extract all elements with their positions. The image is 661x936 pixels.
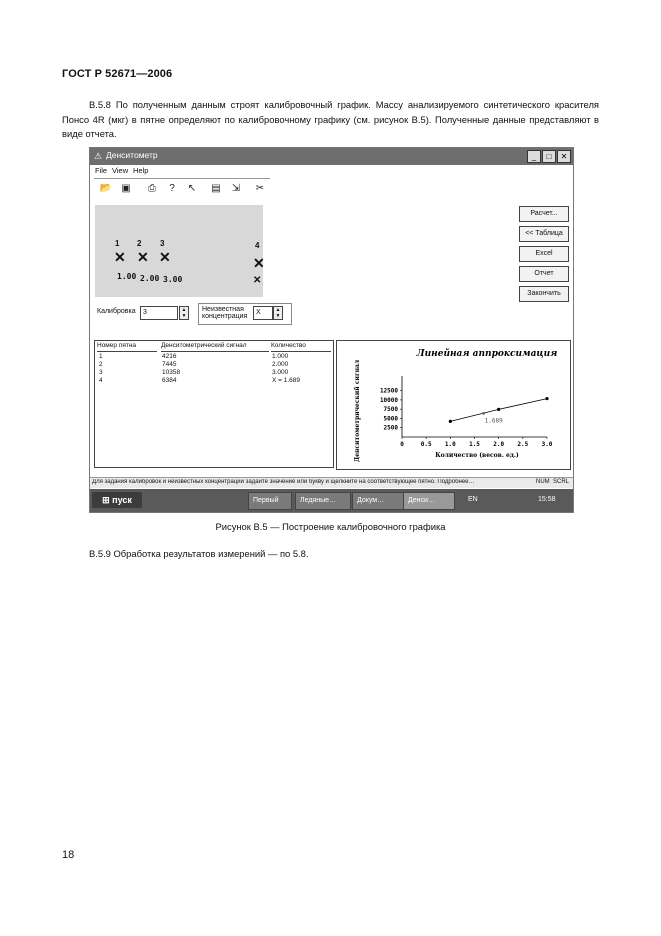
- close-window-button[interactable]: ✕: [557, 150, 571, 163]
- minimize-button[interactable]: _: [527, 150, 541, 163]
- windows-logo-icon: ⊞: [102, 495, 113, 505]
- spot-concentration: 3.00: [163, 275, 183, 284]
- scan-icon[interactable]: ▤: [211, 183, 221, 194]
- spot-marker[interactable]: ✕: [159, 249, 171, 265]
- table-cell: 3.000: [272, 369, 289, 376]
- chart-title: Линейная аппроксимация: [416, 349, 558, 359]
- page-number: 18: [62, 849, 75, 861]
- calibration-chart-svg: [337, 341, 570, 469]
- x-axis-label: Количество (весов. ед.): [435, 452, 519, 459]
- unknown-concentration-label: Неизвестная концентрация: [202, 306, 248, 320]
- taskbar-item[interactable]: Докум…: [352, 492, 404, 510]
- tlc-plate-image: [95, 205, 263, 297]
- spot-number: 3: [160, 239, 165, 248]
- column-header[interactable]: Номер пятна: [97, 342, 157, 352]
- language-indicator[interactable]: EN: [468, 496, 478, 503]
- menu-view[interactable]: View: [112, 166, 129, 175]
- calibration-spinner[interactable]: ▲ ▼: [179, 306, 189, 320]
- export-icon[interactable]: ⇲: [231, 183, 241, 194]
- toolbar: [94, 178, 270, 201]
- spot-marker[interactable]: ✕: [114, 249, 126, 265]
- table-cell: 4: [99, 377, 103, 384]
- unknown-point: [482, 412, 485, 415]
- menu-help[interactable]: Help: [133, 166, 149, 175]
- unknown-concentration-input[interactable]: X: [253, 306, 273, 320]
- menu-file[interactable]: File: [95, 166, 108, 175]
- spot-marker[interactable]: ✕: [253, 255, 265, 271]
- status-scrl: SCRL: [553, 479, 570, 485]
- column-header[interactable]: Количество: [271, 342, 331, 352]
- table-cell: X = 1.689: [272, 377, 301, 384]
- calculate-button[interactable]: Расчет...: [519, 206, 569, 222]
- maximize-button[interactable]: □: [542, 150, 556, 163]
- open-icon[interactable]: 📂: [99, 183, 113, 194]
- calibration-chart: [336, 340, 571, 470]
- column-header[interactable]: Денситометрический сигнал: [161, 342, 269, 352]
- unknown-concentration-spinner[interactable]: ▲ ▼: [273, 306, 283, 320]
- window-title: Денситометр: [106, 150, 158, 160]
- save-icon[interactable]: ▣: [121, 183, 131, 194]
- table-cell: 3: [99, 369, 103, 376]
- table-cell: 2: [99, 361, 103, 368]
- x-tick-label: 1.0: [444, 441, 456, 448]
- spot-marker[interactable]: ✕: [137, 249, 149, 265]
- spot-concentration: 1.00: [117, 272, 137, 281]
- app-icon: ⚠: [94, 151, 103, 161]
- taskbar-item[interactable]: Первый: [248, 492, 292, 510]
- taskbar-item[interactable]: Денси…: [403, 492, 455, 510]
- taskbar: [90, 489, 573, 512]
- x-tick-label: 0: [400, 441, 404, 448]
- calibration-input[interactable]: 3: [140, 306, 178, 320]
- table-cell: 10358: [162, 369, 181, 376]
- taskbar-clock: 15:58: [538, 496, 556, 503]
- unknown-point-label: 1.689: [484, 417, 503, 425]
- calibration-label: Калибровка: [97, 308, 136, 315]
- status-bar: [90, 477, 573, 488]
- data-point: [545, 397, 548, 400]
- paragraph-b58: В.5.8 По полученным данным строят калибровочный график. Массу анализируемого синтетического красителя Понсо 4R (мкг) в пятне определяют по калибровочному графику (см. рисунок В.5). Полученные данные представляют в виде отчета.: [62, 99, 599, 140]
- spot-number: 4: [255, 241, 260, 250]
- y-tick-label: 10000: [379, 396, 398, 404]
- pointer-help-icon[interactable]: ↖: [187, 183, 197, 194]
- results-table: [94, 340, 334, 468]
- unknown-concentration-group: [198, 303, 292, 325]
- spot-number: 1: [115, 239, 120, 248]
- x-tick-label: 2.0: [493, 441, 505, 448]
- excel-button[interactable]: Excel: [519, 246, 569, 262]
- table-cell: 7445: [162, 361, 177, 368]
- x-tick-label: 3.0: [541, 441, 553, 448]
- table-cell: 1: [99, 353, 103, 360]
- status-hint: Для задания калибровок и неизвестных концентраций задайте значение или букву и щелкните на соответствующее пятно. Подробнее…: [92, 479, 475, 485]
- y-tick-label: 2500: [383, 424, 398, 432]
- title-bar: [90, 148, 573, 165]
- tools-icon[interactable]: ✂: [255, 183, 265, 194]
- table-cell: 2.000: [272, 361, 289, 368]
- x-tick-label: 0.5: [420, 441, 432, 448]
- data-point: [449, 420, 452, 423]
- spot-marker[interactable]: ✕: [253, 275, 262, 286]
- table-cell: 6384: [162, 377, 177, 384]
- start-label: пуск: [112, 495, 132, 505]
- y-tick-label: 5000: [383, 415, 398, 423]
- figure-caption: Рисунок В.5 — Построение калибровочного графика: [215, 521, 446, 532]
- spot-number: 2: [137, 239, 142, 248]
- table-cell: 4216: [162, 353, 177, 360]
- help-icon[interactable]: ?: [169, 183, 175, 194]
- report-button[interactable]: Отчет: [519, 266, 569, 282]
- main-panel: [90, 200, 573, 476]
- table-button[interactable]: << Таблица: [519, 226, 569, 242]
- x-tick-label: 1.5: [469, 441, 480, 448]
- y-tick-label: 12500: [379, 387, 398, 395]
- table-cell: 1.000: [272, 353, 289, 360]
- spot-concentration: 2.00: [140, 274, 160, 283]
- y-axis-label: Денситометрический сигнал: [354, 359, 361, 463]
- status-num: NUM: [536, 479, 550, 485]
- print-icon[interactable]: ⎙: [148, 183, 156, 194]
- start-button[interactable]: [92, 492, 142, 508]
- taskbar-item[interactable]: Ледяные…: [295, 492, 351, 510]
- x-tick-label: 2.5: [517, 441, 529, 448]
- paragraph-b59: В.5.9 Обработка результатов измерений — по 5.8.: [89, 548, 309, 559]
- y-tick-label: 7500: [383, 406, 398, 414]
- data-point: [497, 408, 500, 411]
- document-header: ГОСТ Р 52671—2006: [62, 68, 173, 80]
- densitometer-window: [89, 147, 574, 513]
- menu-bar: [90, 165, 573, 177]
- finish-button[interactable]: Закончить: [519, 286, 569, 302]
